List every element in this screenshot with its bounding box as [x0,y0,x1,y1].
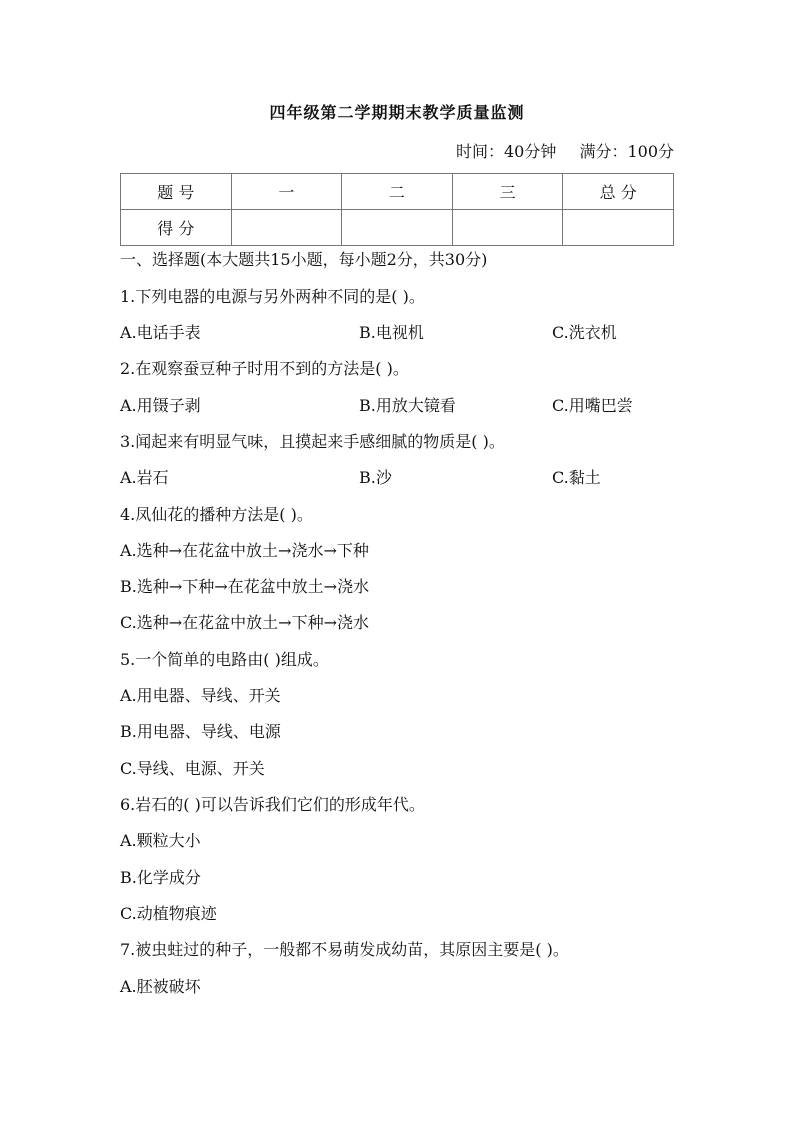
question-stem: 2.在观察蚕豆种子时用不到的方法是( )。 [120,359,409,378]
option-a: A.选种→在花盆中放土→浇水→下种 [120,541,369,560]
score-cell-label: 题 号 [121,174,232,210]
option-a: A.用镊子剥 [120,396,201,415]
score-cell-part-3: 三 [452,174,563,210]
score-cell-blank [342,210,453,246]
question-stem: 6.岩石的( )可以告诉我们它们的形成年代。 [120,795,425,814]
option-c: C.动植物痕迹 [120,904,217,923]
exam-meta [456,139,674,162]
score-cell-part-2: 二 [342,174,453,210]
score-cell-label: 得 分 [121,210,232,246]
option-c: C.黏土 [552,468,601,487]
option-b: B.用放大镜看 [359,396,456,415]
option-a: A.电话手表 [120,323,201,342]
option-a: A.用电器、导线、开关 [120,686,281,705]
page-title: 四年级第二学期期末教学质量监测 [269,103,525,122]
score-cell-blank [563,210,674,246]
option-a: A.岩石 [120,468,169,487]
question-stem: 5.一个简单的电路由( )组成。 [120,650,329,669]
option-b: B.电视机 [359,323,424,342]
option-b: B.选种→下种→在花盆中放土→浇水 [120,577,370,596]
score-cell-total: 总 分 [563,174,674,210]
option-c: C.用嘴巴尝 [552,396,633,415]
exam-time: 时间：40分钟 [455,142,557,161]
question-stem: 1.下列电器的电源与另外两种不同的是( )。 [120,287,425,306]
score-cell-blank [231,210,342,246]
option-b: B.沙 [359,468,392,487]
option-a: A.颗粒大小 [120,831,201,850]
question-stem: 7.被虫蛀过的种子，一般都不易萌发成幼苗，其原因主要是( )。 [120,940,569,959]
score-cell-part-1: 一 [231,174,342,210]
score-table-header-row [121,174,674,210]
option-c: C.选种→在花盆中放土→下种→浇水 [120,613,369,632]
question-stem: 3.闻起来有明显气味，且摸起来手感细腻的物质是( )。 [120,432,505,451]
question-stem: 4.凤仙花的播种方法是( )。 [120,505,313,524]
option-c: C.洗衣机 [552,323,617,342]
section-heading: 一、选择题(本大题共15小题，每小题2分，共30分) [120,250,488,269]
option-b: B.化学成分 [120,868,201,887]
option-a: A.胚被破坏 [120,977,201,996]
score-table-score-row [121,210,674,246]
option-b: B.用电器、导线、电源 [120,722,281,741]
exam-full-score: 满分：100分 [579,142,674,161]
score-table [120,173,674,246]
option-c: C.导线、电源、开关 [120,759,265,778]
score-cell-blank [452,210,563,246]
